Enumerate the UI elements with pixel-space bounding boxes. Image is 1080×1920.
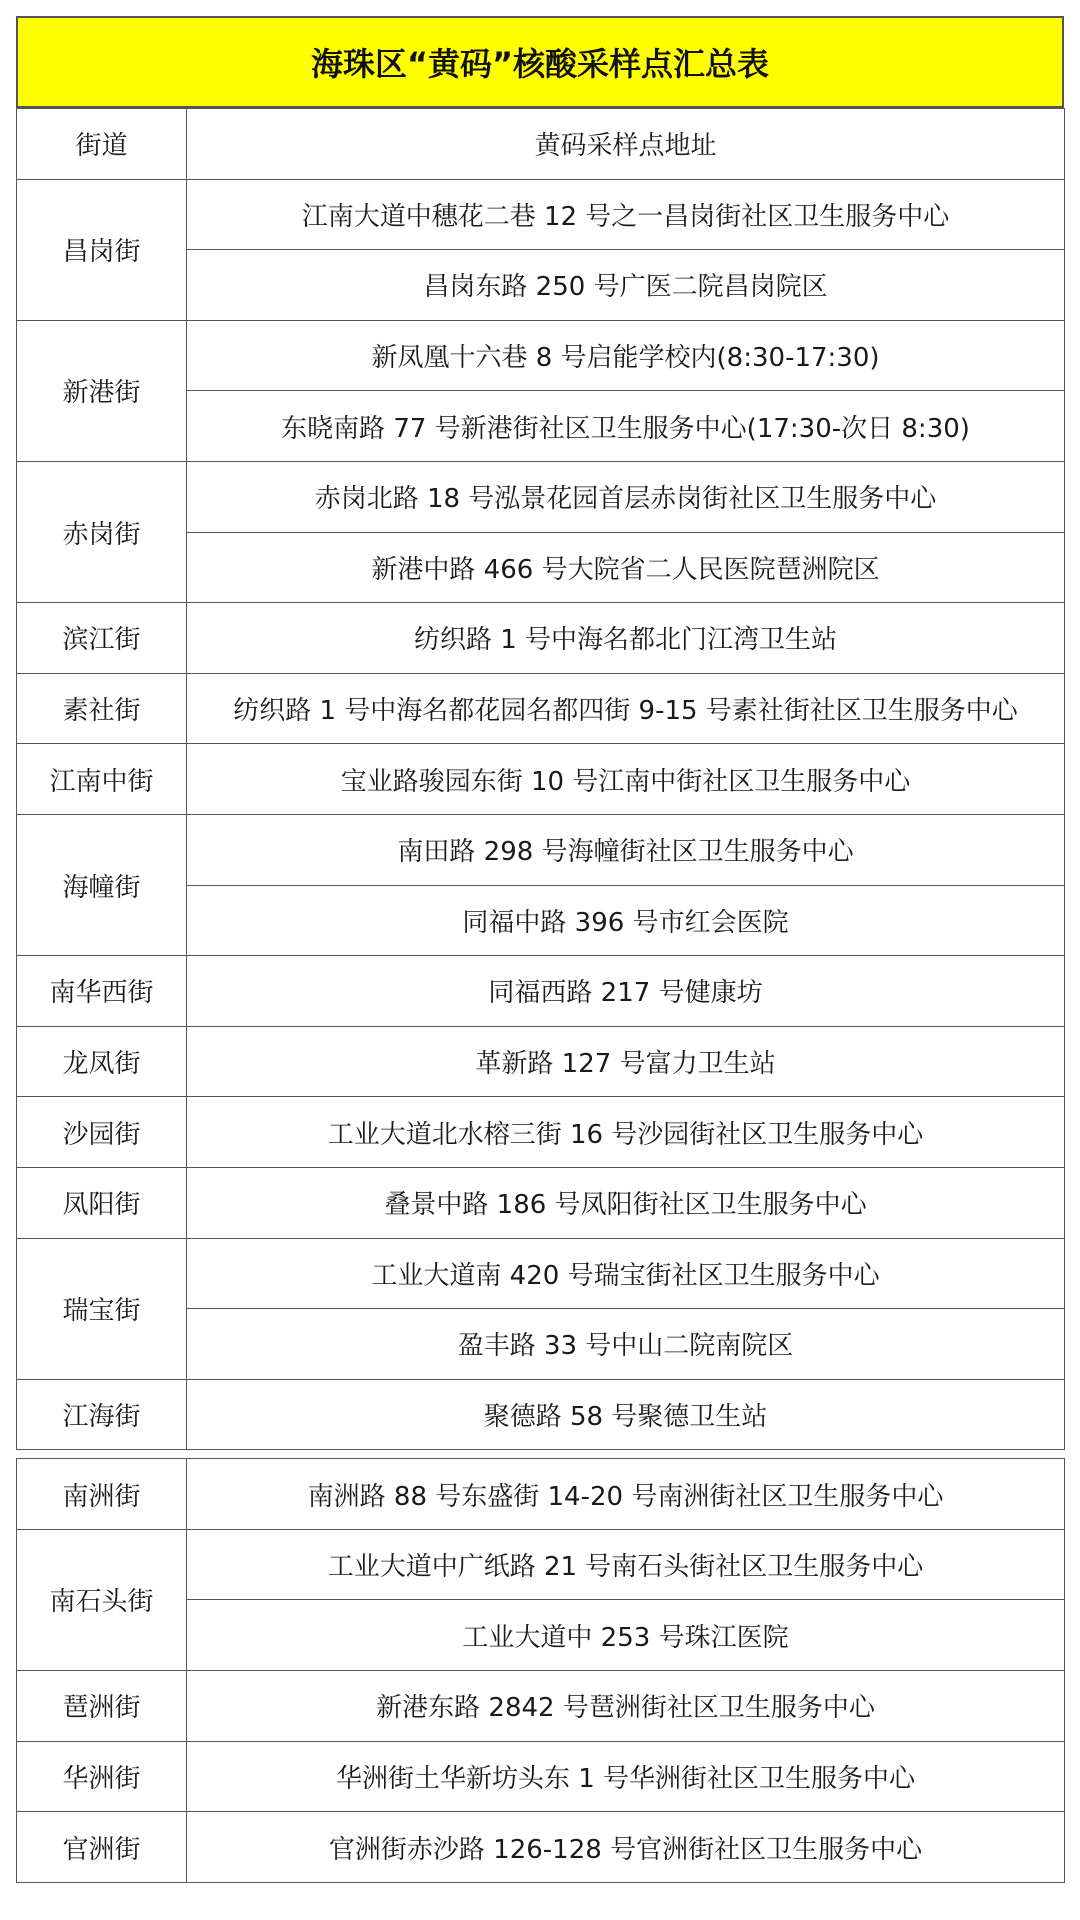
street-cell: 南石头街 (17, 1529, 187, 1670)
street-cell: 海幢街 (17, 814, 187, 955)
address-cell: 同福中路 396 号市红会医院 (187, 885, 1065, 956)
address-cell: 工业大道南 420 号瑞宝街社区卫生服务中心 (187, 1238, 1065, 1309)
table-row (17, 1812, 1065, 1883)
street-cell: 昌岗街 (17, 179, 187, 320)
table-row (17, 1529, 1065, 1600)
table-row (17, 814, 1065, 885)
address-cell: 新港东路 2842 号琶洲街社区卫生服务中心 (187, 1671, 1065, 1742)
table-gap (16, 1450, 1064, 1458)
sampling-table-part1 (16, 108, 1065, 1450)
street-cell: 瑞宝街 (17, 1238, 187, 1379)
table-row (17, 673, 1065, 744)
address-cell: 纺织路 1 号中海名都花园名都四街 9-15 号素社街社区卫生服务中心 (187, 673, 1065, 744)
address-cell: 聚德路 58 号聚德卫生站 (187, 1379, 1065, 1450)
address-cell: 工业大道中广纸路 21 号南石头街社区卫生服务中心 (187, 1529, 1065, 1600)
address-cell: 昌岗东路 250 号广医二院昌岗院区 (187, 250, 1065, 321)
address-cell: 南洲路 88 号东盛街 14-20 号南洲街社区卫生服务中心 (187, 1459, 1065, 1530)
table-row (17, 1167, 1065, 1238)
street-cell: 官洲街 (17, 1812, 187, 1883)
table-row (17, 461, 1065, 532)
street-cell: 素社街 (17, 673, 187, 744)
address-cell: 盈丰路 33 号中山二院南院区 (187, 1309, 1065, 1380)
address-cell: 新港中路 466 号大院省二人民医院琶洲院区 (187, 532, 1065, 603)
address-cell: 宝业路骏园东街 10 号江南中街社区卫生服务中心 (187, 744, 1065, 815)
street-cell: 凤阳街 (17, 1167, 187, 1238)
summary-sheet (16, 16, 1064, 1883)
address-cell: 官洲街赤沙路 126-128 号官洲街社区卫生服务中心 (187, 1812, 1065, 1883)
address-cell: 纺织路 1 号中海名都北门江湾卫生站 (187, 603, 1065, 674)
street-cell: 华洲街 (17, 1741, 187, 1812)
street-cell: 新港街 (17, 320, 187, 461)
street-cell: 滨江街 (17, 603, 187, 674)
table-row (17, 1671, 1065, 1742)
table-row (17, 179, 1065, 250)
address-cell: 东晓南路 77 号新港街社区卫生服务中心(17:30-次日 8:30) (187, 391, 1065, 462)
street-cell: 江南中街 (17, 744, 187, 815)
sampling-table-part2 (16, 1458, 1065, 1883)
header-street: 街道 (17, 109, 187, 180)
table-row (17, 1741, 1065, 1812)
table-row (17, 1379, 1065, 1450)
street-cell: 龙凤街 (17, 1026, 187, 1097)
address-cell: 江南大道中穗花二巷 12 号之一昌岗街社区卫生服务中心 (187, 179, 1065, 250)
address-cell: 新凤凰十六巷 8 号启能学校内(8:30-17:30) (187, 320, 1065, 391)
table-row (17, 603, 1065, 674)
street-cell: 江海街 (17, 1379, 187, 1450)
header-address: 黄码采样点地址 (187, 109, 1065, 180)
table-row (17, 1026, 1065, 1097)
address-cell: 工业大道中 253 号珠江医院 (187, 1600, 1065, 1671)
street-cell: 沙园街 (17, 1097, 187, 1168)
address-cell: 同福西路 217 号健康坊 (187, 956, 1065, 1027)
address-cell: 叠景中路 186 号凤阳街社区卫生服务中心 (187, 1167, 1065, 1238)
address-cell: 赤岗北路 18 号泓景花园首层赤岗街社区卫生服务中心 (187, 461, 1065, 532)
street-cell: 南华西街 (17, 956, 187, 1027)
street-cell: 琶洲街 (17, 1671, 187, 1742)
table-row (17, 1097, 1065, 1168)
table-row (17, 744, 1065, 815)
table-row (17, 956, 1065, 1027)
street-cell: 南洲街 (17, 1459, 187, 1530)
table-row (17, 320, 1065, 391)
address-cell: 工业大道北水榕三街 16 号沙园街社区卫生服务中心 (187, 1097, 1065, 1168)
table-row (17, 1238, 1065, 1309)
address-cell: 华洲街土华新坊头东 1 号华洲街社区卫生服务中心 (187, 1741, 1065, 1812)
address-cell: 南田路 298 号海幢街社区卫生服务中心 (187, 814, 1065, 885)
street-cell: 赤岗街 (17, 461, 187, 602)
address-cell: 革新路 127 号富力卫生站 (187, 1026, 1065, 1097)
header-row (17, 109, 1065, 180)
table-row (17, 1459, 1065, 1530)
table-title: 海珠区“黄码”核酸采样点汇总表 (16, 16, 1064, 108)
